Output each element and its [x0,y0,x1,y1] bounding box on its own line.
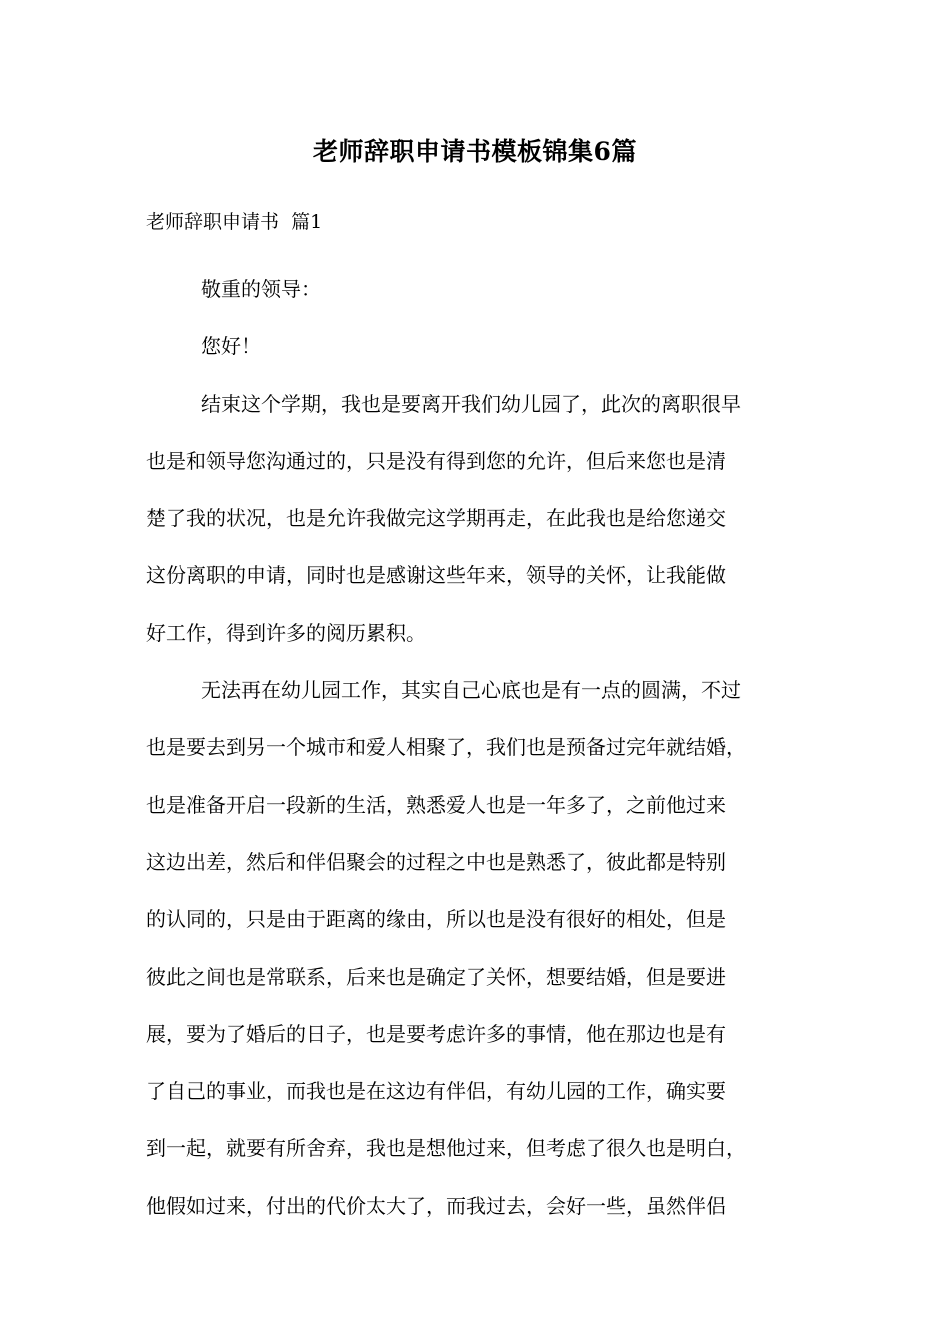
letter-body [146,261,836,1235]
paragraph-line: 结束这个学期，我也是要离开我们幼儿园了，此次的离职很早 [201,391,741,416]
paragraph-1 [146,376,836,662]
paragraph-line: 这份离职的申请，同时也是感谢这些年来，领导的关怀，让我能做 [146,563,726,588]
greeting: 您好！ [201,334,261,359]
paragraph-2 [146,662,836,1235]
paragraph-line: 楚了我的状况，也是允许我做完这学期再走，在此我也是给您递交 [146,506,726,531]
salutation: 敬重的领导： [201,277,321,301]
paragraph-line: 展，要为了婚后的日子，也是要考虑许多的事情，他在那边也是有 [146,1021,726,1046]
paragraph-line: 无法再在幼儿园工作，其实自己心底也是有一点的圆满，不过 [201,678,741,703]
paragraph-line: 也是要去到另一个城市和爱人相聚了，我们也是预备过完年就结婚， [146,735,746,760]
document-title: 老师辞职申请书模板锦集6篇 [313,137,637,166]
paragraph-line: 彼此之间也是常联系，后来也是确定了关怀，想要结婚，但是要进 [146,964,726,989]
paragraph-line: 这边出差，然后和伴侣聚会的过程之中也是熟悉了，彼此都是特别 [146,849,726,874]
paragraph-line: 了自己的事业，而我也是在这边有伴侣，有幼儿园的工作，确实要 [146,1079,726,1104]
paragraph-line: 也是准备开启一段新的生活，熟悉爱人也是一年多了，之前他过来 [146,792,726,817]
paragraph-line: 到一起，就要有所舍弃，我也是想他过来，但考虑了很久也是明白， [146,1136,746,1161]
section-heading: 老师辞职申请书 篇1 [146,211,323,233]
paragraph-line: 好工作，得到许多的阅历累积。 [146,620,426,645]
paragraph-line: 他假如过来，付出的代价太大了，而我过去，会好一些，虽然伴侣 [146,1193,726,1218]
paragraph-line: 的认同的，只是由于距离的缘由，所以也是没有很好的相处，但是 [146,907,726,932]
paragraph-line: 也是和领导您沟通过的，只是没有得到您的允许，但后来您也是清 [146,448,726,473]
